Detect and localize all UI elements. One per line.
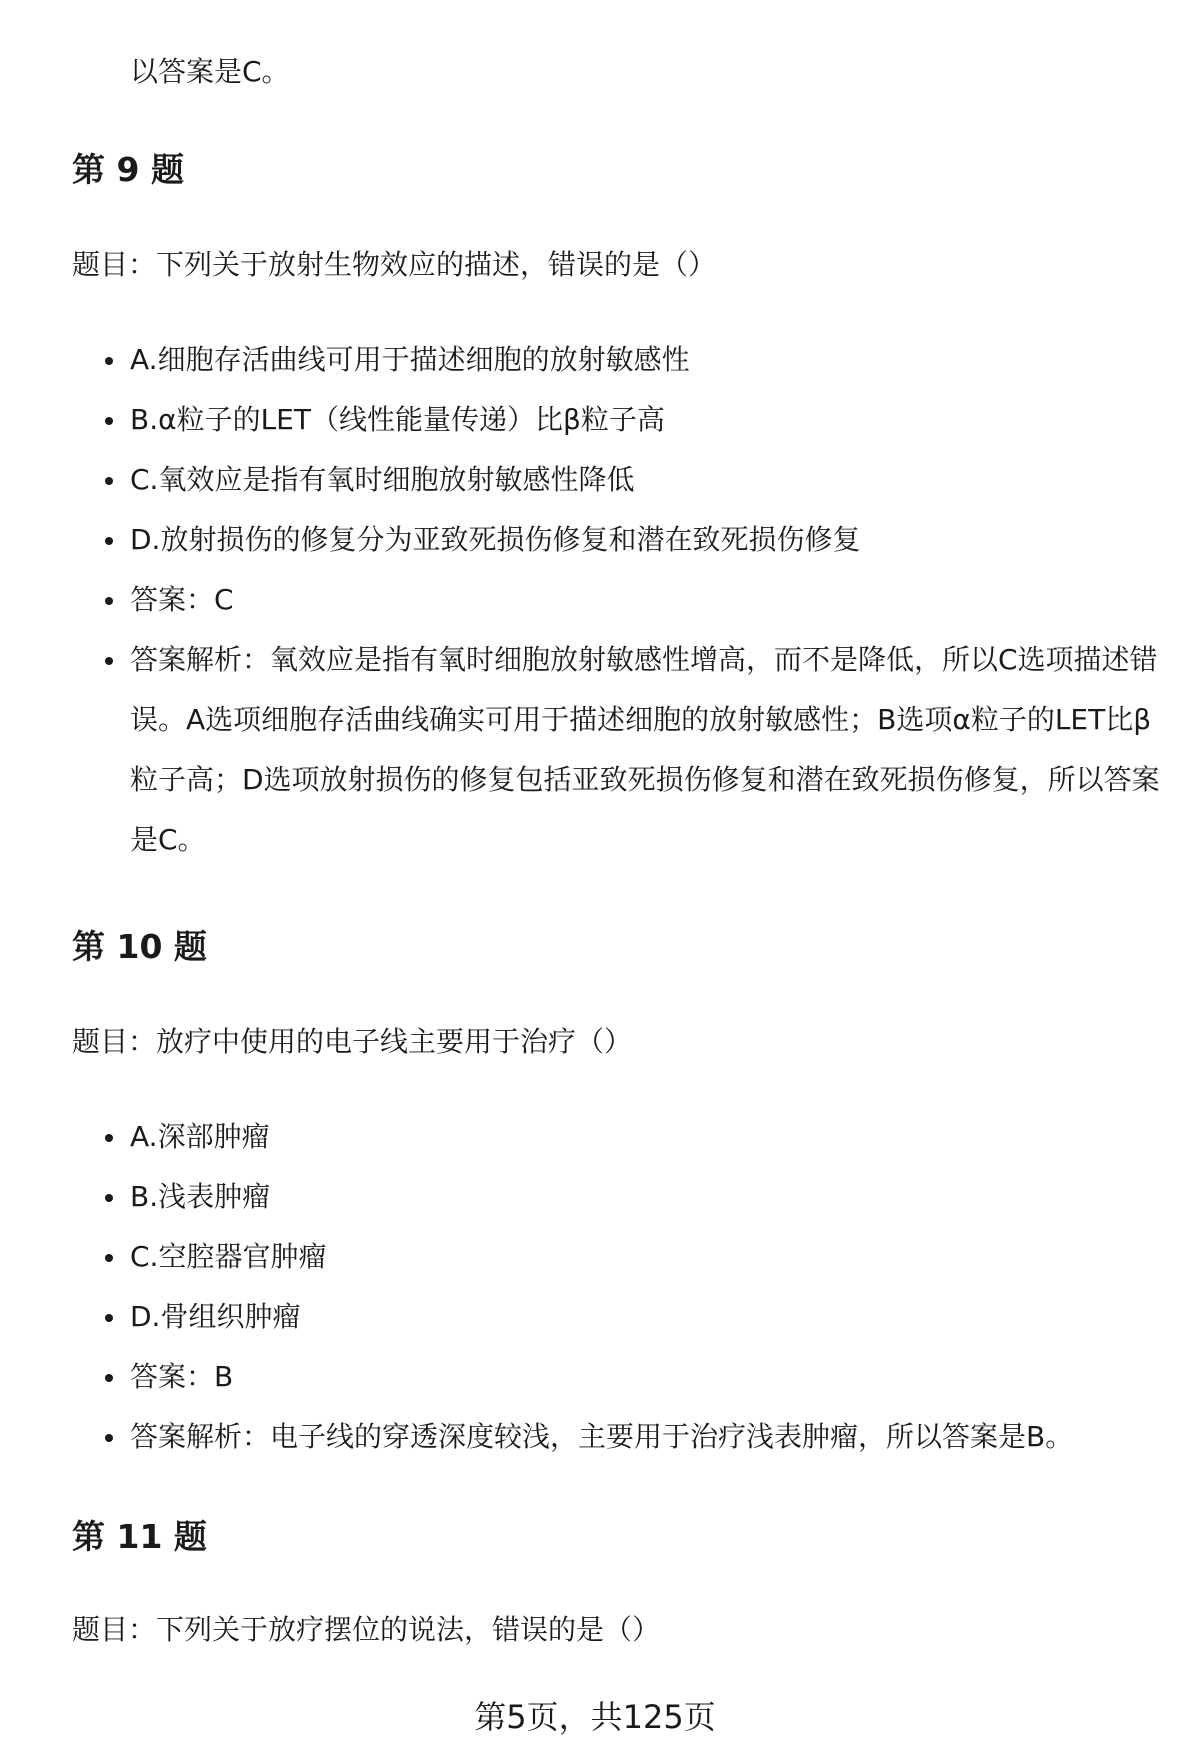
answer: 答案：B bbox=[0, 1347, 1190, 1407]
option-d: D.骨组织肿瘤 bbox=[0, 1287, 1190, 1347]
answer: 答案：C bbox=[0, 570, 1190, 630]
option-b: B.α粒子的LET（线性能量传递）比β粒子高 bbox=[0, 390, 1190, 450]
question-9-heading: 第 9 题 bbox=[72, 150, 184, 189]
question-10-heading: 第 10 题 bbox=[72, 927, 207, 966]
option-a: A.深部肿瘤 bbox=[0, 1107, 1190, 1167]
question-10-stem: 题目：放疗中使用的电子线主要用于治疗（） bbox=[72, 1025, 633, 1058]
option-c: C.氧效应是指有氧时细胞放射敏感性降低 bbox=[0, 450, 1190, 510]
answer-explanation: 答案解析：电子线的穿透深度较浅，主要用于治疗浅表肿瘤，所以答案是B。 bbox=[0, 1407, 1190, 1467]
page-number-footer: 第5页，共125页 bbox=[474, 1698, 716, 1736]
option-d: D.放射损伤的修复分为亚致死损伤修复和潜在致死损伤修复 bbox=[0, 510, 1190, 570]
question-10-option-list bbox=[0, 1107, 1190, 1467]
option-c: C.空腔器官肿瘤 bbox=[0, 1227, 1190, 1287]
question-11-heading: 第 11 题 bbox=[72, 1517, 207, 1556]
carryover-text: 以答案是C。 bbox=[130, 55, 290, 88]
answer-explanation: 答案解析：氧效应是指有氧时细胞放射敏感性增高，而不是降低，所以C选项描述错误。A选项细胞存活曲线确实可用于描述细胞的放射敏感性；B选项α粒子的LET比β粒子高；D选项放射损伤的修复包括亚致死损伤修复和潜在致死损伤修复，所以答案是C。 bbox=[0, 630, 1190, 870]
question-9-option-list bbox=[0, 330, 1190, 870]
option-b: B.浅表肿瘤 bbox=[0, 1167, 1190, 1227]
option-a: A.细胞存活曲线可用于描述细胞的放射敏感性 bbox=[0, 330, 1190, 390]
question-9-stem: 题目：下列关于放射生物效应的描述，错误的是（） bbox=[72, 248, 717, 281]
question-11-stem: 题目：下列关于放疗摆位的说法，错误的是（） bbox=[72, 1613, 661, 1646]
